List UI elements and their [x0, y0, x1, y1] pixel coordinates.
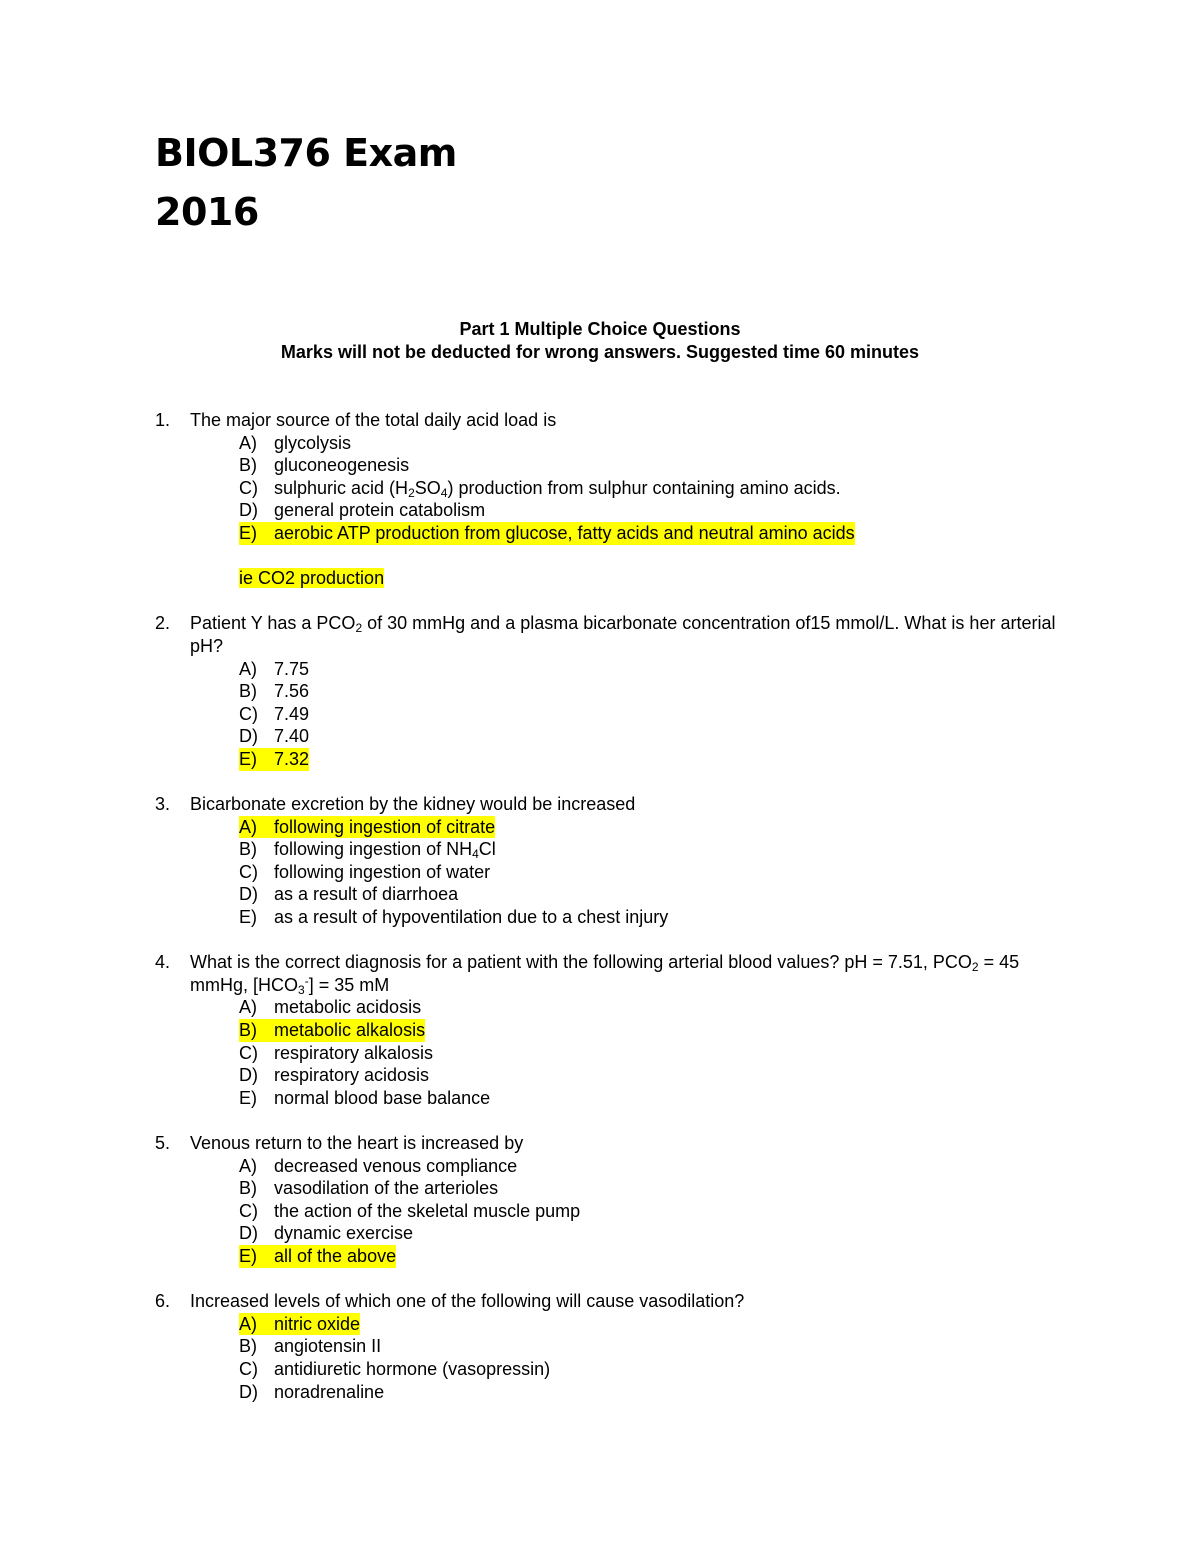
option-label: E) [239, 907, 257, 928]
option-a-answer [239, 1313, 1075, 1336]
option-label: D) [239, 726, 258, 747]
option-e [239, 906, 1075, 929]
option-c [239, 703, 1075, 726]
option-label: D) [239, 1381, 258, 1402]
option-b [239, 838, 1075, 861]
exam-title: BIOL376 Exam [155, 131, 457, 175]
option-label: C) [239, 1358, 258, 1379]
question-text: Venous return to the heart is increased by [190, 1133, 524, 1153]
option-text: as a result of diarrhoea [274, 884, 459, 905]
option-b-answer [239, 1019, 1075, 1042]
exam-year: 2016 [155, 190, 259, 234]
option-label: A) [239, 997, 257, 1018]
option-text: nitric oxide [274, 1313, 361, 1334]
option-e-answer [239, 522, 1075, 545]
option-b [239, 1335, 1075, 1358]
option-label: A) [239, 432, 257, 453]
question-number: 2. [155, 613, 171, 634]
option-list [155, 816, 1075, 929]
question-stem [155, 793, 1075, 816]
option-list [155, 658, 1075, 771]
option-text: vasodilation of the arterioles [274, 1178, 499, 1199]
option-b [239, 454, 1075, 477]
question-text: Patient Y has a $PCO_2$ of 30 mmHg and a plasma bicarbonate concentration of15 mmol/L. What is her arterial pH? [190, 613, 1056, 656]
option-a [239, 1155, 1075, 1178]
option-label: C) [239, 703, 258, 724]
option-text: 7.49 [274, 703, 310, 724]
option-b [239, 1177, 1075, 1200]
option-a [239, 432, 1075, 455]
option-b [239, 680, 1075, 703]
option-text: decreased venous compliance [274, 1155, 518, 1176]
option-text: following ingestion of $NH_4Cl$ [274, 839, 496, 862]
answer-note [155, 567, 1075, 590]
highlighted-answer [239, 1019, 425, 1042]
option-text: general protein catabolism [274, 500, 486, 521]
question-text: The major source of the total daily acid load is [190, 410, 557, 430]
option-list [155, 1155, 1075, 1268]
option-text: antidiuretic hormone (vasopressin) [274, 1358, 551, 1379]
option-text: 7.32 [274, 748, 310, 769]
option-text: angiotensin II [274, 1336, 382, 1357]
option-label: B) [239, 681, 257, 702]
option-text: glycolysis [274, 432, 352, 453]
question-3 [155, 793, 1075, 929]
question-5 [155, 1132, 1075, 1268]
question-stem [155, 1290, 1075, 1313]
option-list [155, 432, 1075, 545]
option-c [239, 1042, 1075, 1065]
option-label: C) [239, 861, 258, 882]
option-label: E) [239, 1087, 257, 1108]
option-c [239, 861, 1075, 884]
question-text: What is the correct diagnosis for a patient with the following arterial blood values? pH = 7.51, $PCO_2 = 45$ mmHg, $[HCO_3^-] = 35$ mM [190, 952, 1020, 997]
question-number: 5. [155, 1133, 171, 1153]
question-stem [155, 951, 1075, 996]
question-number: 4. [155, 952, 171, 973]
option-d [239, 1064, 1075, 1087]
option-label: B) [239, 1020, 257, 1041]
option-a-answer [239, 816, 1075, 839]
option-text: dynamic exercise [274, 1223, 414, 1244]
option-c [239, 1358, 1075, 1381]
option-a [239, 658, 1075, 681]
part-heading: Part 1 Multiple Choice Questions [459, 319, 741, 339]
question-4 [155, 951, 1075, 1109]
option-d [239, 725, 1075, 748]
option-e-answer [239, 1245, 1075, 1268]
option-label: A) [239, 816, 257, 837]
option-list [155, 996, 1075, 1109]
option-text: normal blood base balance [274, 1087, 491, 1108]
option-text: all of the above [274, 1245, 397, 1266]
option-c [239, 477, 1075, 500]
option-text: respiratory alkalosis [274, 1042, 434, 1063]
option-label: D) [239, 500, 258, 521]
question-number: 1. [155, 410, 171, 430]
option-text: the action of the skeletal muscle pump [274, 1200, 581, 1221]
question-text: Bicarbonate excretion by the kidney would be increased [190, 794, 636, 815]
option-list [155, 1313, 1075, 1403]
question-number: 6. [155, 1291, 171, 1312]
highlighted-answer [239, 1245, 396, 1268]
option-label: A) [239, 1313, 257, 1334]
option-label: A) [239, 1155, 257, 1176]
option-label: A) [239, 658, 257, 679]
option-a [239, 996, 1075, 1019]
option-text: following ingestion of water [274, 861, 491, 882]
question-stem [155, 612, 1075, 657]
option-d [239, 499, 1075, 522]
option-text: as a result of hypoventilation due to a chest injury [274, 907, 669, 928]
option-label: B) [239, 839, 257, 860]
option-d [239, 883, 1075, 906]
highlighted-answer [239, 1313, 360, 1336]
option-text: respiratory acidosis [274, 1065, 430, 1086]
highlighted-answer [239, 748, 309, 771]
option-label: E) [239, 522, 257, 543]
note-text: ie CO2 production [239, 568, 385, 589]
option-label: E) [239, 748, 257, 769]
option-text: gluconeogenesis [274, 455, 410, 476]
question-number: 3. [155, 794, 171, 815]
option-label: B) [239, 1336, 257, 1357]
option-text: 7.56 [274, 681, 310, 702]
option-label: C) [239, 1042, 258, 1063]
option-label: B) [239, 1178, 257, 1199]
option-d [239, 1222, 1075, 1245]
option-label: B) [239, 455, 257, 476]
question-stem [155, 1132, 1075, 1155]
option-label: D) [239, 884, 258, 905]
question-text: Increased levels of which one of the following will cause vasodilation? [190, 1291, 745, 1312]
option-text: sulphuric acid $(H_2SO_4)$ production from sulphur containing amino acids. [274, 477, 841, 500]
highlighted-answer [239, 522, 855, 545]
question-6 [155, 1290, 1075, 1403]
option-text: metabolic alkalosis [274, 1020, 426, 1041]
option-label: C) [239, 1200, 258, 1221]
option-label: D) [239, 1065, 258, 1086]
question-1 [155, 409, 1075, 590]
option-e-answer [239, 748, 1075, 771]
option-text: following ingestion of citrate [274, 816, 496, 837]
option-label: C) [239, 477, 258, 498]
highlighted-answer [239, 816, 495, 839]
option-d [239, 1381, 1075, 1404]
option-text: metabolic acidosis [274, 997, 422, 1018]
option-text: 7.75 [274, 658, 310, 679]
question-2 [155, 612, 1075, 770]
question-stem [155, 409, 1075, 432]
option-label: D) [239, 1223, 258, 1244]
option-e [239, 1087, 1075, 1110]
part-subheading: Marks will not be deducted for wrong answers. Suggested time 60 minutes [280, 342, 920, 362]
question-list [155, 409, 1075, 1426]
option-text: noradrenaline [274, 1381, 385, 1402]
option-c [239, 1200, 1075, 1223]
option-label: E) [239, 1245, 257, 1266]
option-text: aerobic ATP production from glucose, fatty acids and neutral amino acids [274, 522, 855, 543]
option-text: 7.40 [274, 726, 310, 747]
